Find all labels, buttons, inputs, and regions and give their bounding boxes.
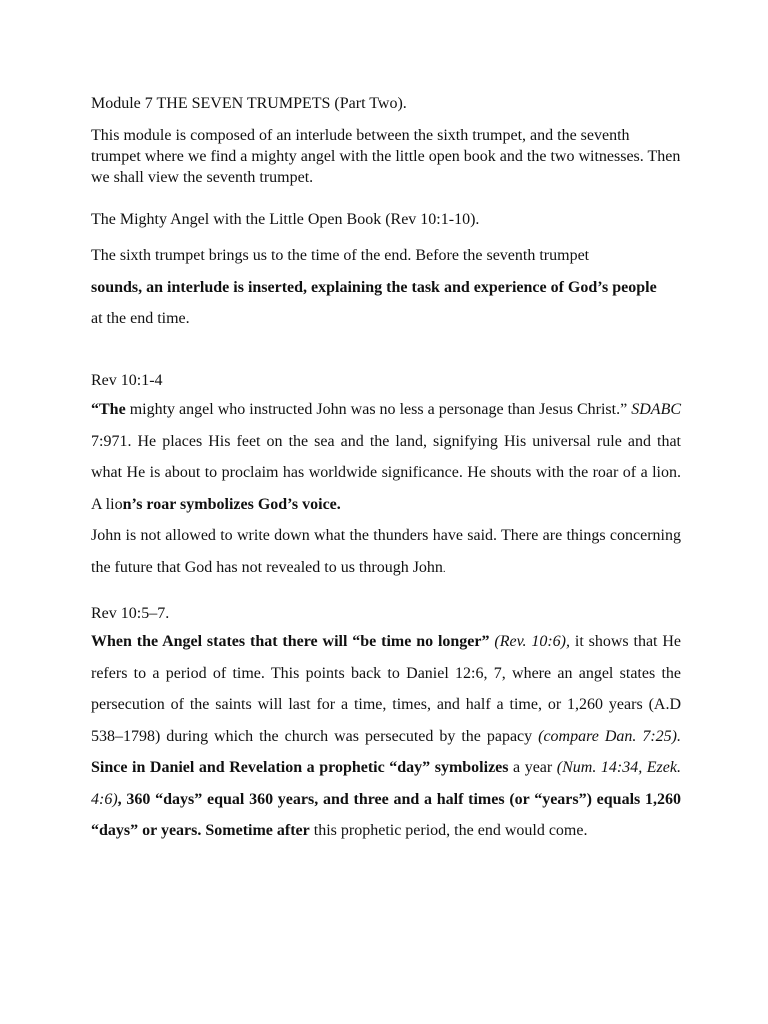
quote-end: Christ.”	[576, 401, 628, 418]
rev-10-5-7-heading	[91, 603, 681, 624]
paragraph-bold-sentence: sounds, an interlude is inserted, explaining the task and experience of God’s people	[91, 278, 657, 296]
roar-bold-text: n’s roar symbolizes God’s voice.	[122, 495, 341, 513]
section-paragraph-time-of-end	[91, 240, 681, 335]
section-heading-mighty-angel	[91, 209, 681, 230]
quote-open-bold: “The	[91, 401, 126, 418]
period-text: it shows that He refers to a period of time. This points back to Daniel 12:6, 7, where an angel states the persecution of the saints will last for a time, times, and half a time, or 1,260 years (A.D 538–1798) during which the church was persecuted by the papacy	[91, 633, 682, 745]
heading-text: Rev 10:1-4	[91, 372, 163, 389]
source-reference-text: 7:971. He places His feet on the sea and the land, signifying His universal rule and that what He is about to proclaim has worldwide significance. He shouts with the roar of a lion. A lio	[91, 432, 681, 513]
prophetic-day-bold: Since in Daniel and Revelation a prophetic “day” symbolizes	[91, 759, 509, 776]
angel-statement-bold: When the Angel states that there will “be time no longer”	[91, 633, 490, 650]
paragraph-sentence-end: at the end time.	[91, 310, 190, 327]
rev-10-1-4-paragraph	[91, 394, 681, 585]
source-citation: SDABC	[631, 401, 682, 418]
rev-reference-italic: (Rev. 10:6),	[489, 633, 571, 650]
dan-reference-italic: (compare Dan. 7:25).	[538, 727, 681, 745]
num-ezek-reference-italic: (Num. 14:34, Ezek. 4:6)	[91, 759, 681, 808]
rev-10-1-4-heading	[91, 370, 681, 391]
intro-text: This module is composed of an interlude between the sixth trumpet, and the seventh trumpet where we find a mighty angel with the little open book and the two witnesses. Then we shall view the seventh trumpet.	[91, 127, 681, 186]
document-title	[91, 93, 681, 114]
thunders-text: John is not allowed to write down what the thunders have said. There are things concerning the future that God has not revealed to us through John	[91, 527, 681, 576]
days-years-bold: , 360 “days” equal 360 years, and three and a half times (or “years”) equals 1,260 “days” or years. Sometime after	[91, 790, 681, 839]
end-come-text: this prophetic period, the end would come.	[309, 822, 588, 839]
heading-text: Rev 10:5–7.	[91, 605, 170, 622]
title-text: Module 7 THE SEVEN TRUMPETS (Part Two).	[91, 95, 407, 112]
thunders-end: .	[442, 562, 446, 575]
section-heading-text: The Mighty Angel with the Little Open Book (Rev 10:1-10).	[91, 211, 480, 228]
intro-paragraph	[91, 125, 681, 188]
year-text: a year	[508, 759, 557, 776]
paragraph-sentence: The sixth trumpet brings us to the time of the end. Before the seventh trumpet	[91, 247, 590, 264]
rev-10-5-7-paragraph	[91, 626, 681, 847]
quote-text: mighty angel who instructed John was no less a personage than Jesus	[125, 401, 577, 418]
